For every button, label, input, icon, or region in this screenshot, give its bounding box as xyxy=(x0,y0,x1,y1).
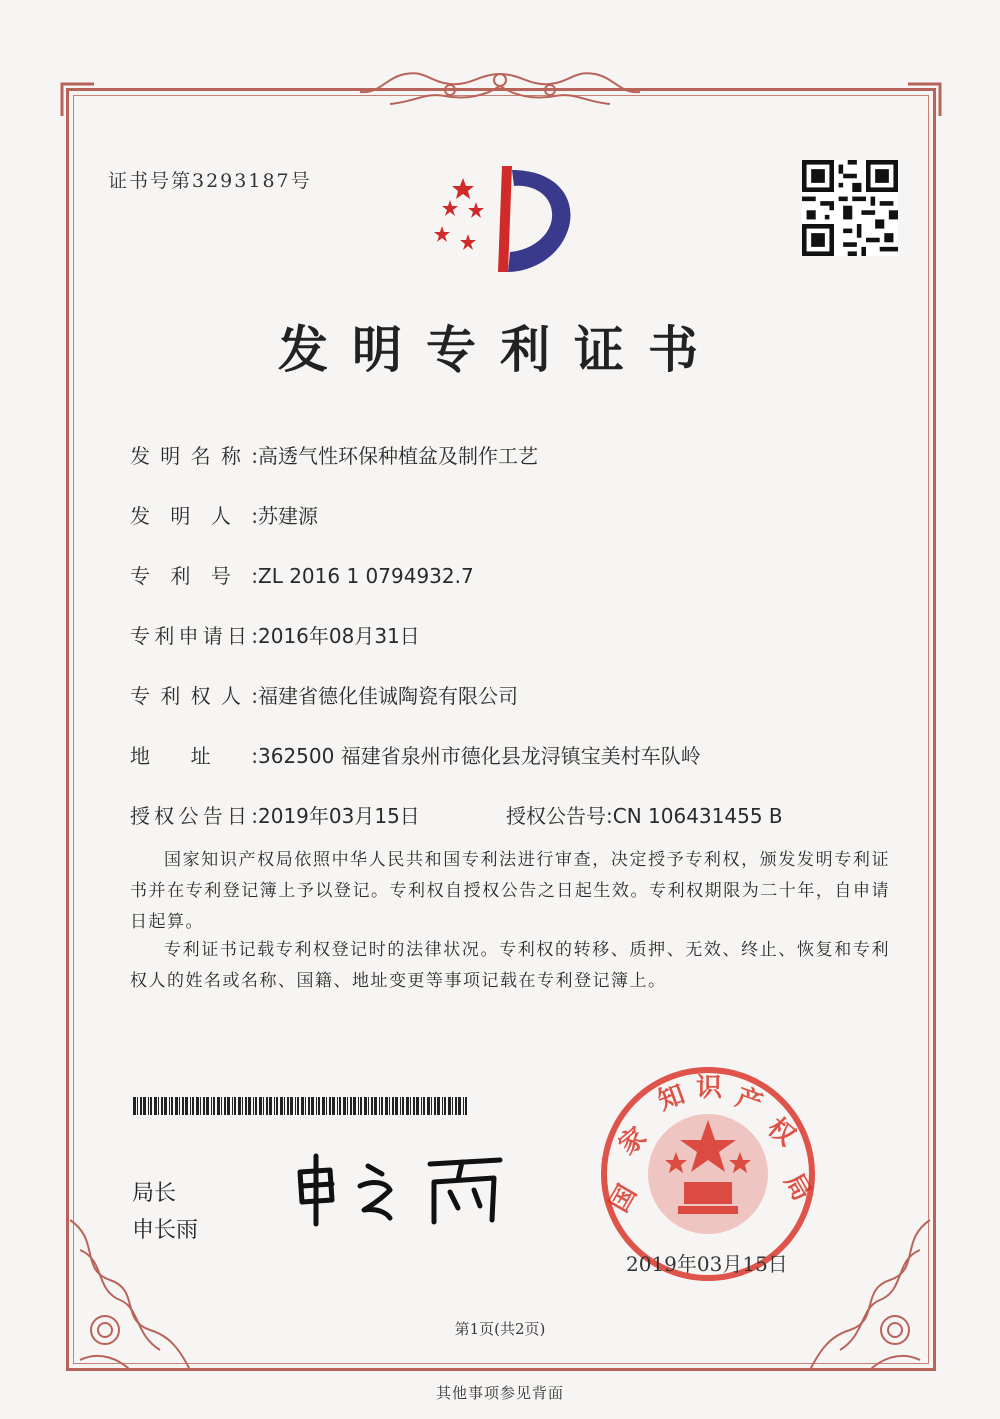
field-label: 专利权人: xyxy=(130,684,258,708)
corner-ornament-top-left xyxy=(58,80,98,120)
top-ornament xyxy=(350,66,650,116)
svg-text:权: 权 xyxy=(761,1112,801,1153)
legal-statement-paragraph-2: 专利证书记载专利权登记时的法律状况。专利权的转移、质押、无效、终止、恢复和专利权人的姓名或名称、国籍、地址变更等事项记载在专利登记簿上。 xyxy=(130,940,890,991)
field-value: 苏建源 xyxy=(258,504,318,528)
svg-text:知: 知 xyxy=(654,1079,689,1117)
field-label: 发明人: xyxy=(130,504,258,528)
svg-text:局: 局 xyxy=(777,1168,817,1207)
field-label: 地址: xyxy=(130,744,258,768)
field-label: 授权公告日: xyxy=(130,804,258,828)
field-value: 2019年03月15日 xyxy=(258,804,420,828)
field-value: 福建省德化佳诚陶瓷有限公司 xyxy=(258,684,518,708)
field-value: 2016年08月31日 xyxy=(258,624,420,648)
field-invention-name xyxy=(130,440,538,469)
field-inventor xyxy=(130,500,318,529)
field-label: 专利号: xyxy=(130,564,258,588)
field-grant-number xyxy=(506,800,783,829)
svg-text:国: 国 xyxy=(604,1179,644,1218)
page-number: 第1页(共2页) xyxy=(454,1320,546,1338)
field-label: 发明名称: xyxy=(130,444,258,468)
svg-text:识: 识 xyxy=(696,1073,723,1103)
field-value: ZL 2016 1 0794932.7 xyxy=(258,564,474,588)
corner-ornament-top-right xyxy=(904,80,944,120)
field-address xyxy=(130,740,701,769)
field-patent-number xyxy=(130,560,474,589)
svg-text:产: 产 xyxy=(731,1082,767,1120)
field-patentee xyxy=(130,680,518,709)
barcode xyxy=(133,1097,473,1115)
field-label: 授权公告号: xyxy=(506,804,613,828)
field-application-date xyxy=(130,620,420,649)
field-label: 专利申请日: xyxy=(130,624,258,648)
certificate-title: 发明专利证书 xyxy=(278,321,722,379)
certificate-number: 证书号第3293187号 xyxy=(108,170,312,192)
legal-statement-paragraph-1: 国家知识产权局依照中华人民共和国专利法进行审查，决定授予专利权，颁发发明专利证书并在专利登记簿上予以登记。专利权自授权公告之日起生效。专利权期限为二十年，自申请日起算。 xyxy=(130,850,890,932)
handwritten-signature xyxy=(290,1150,510,1230)
field-value: CN 106431455 B xyxy=(612,804,783,828)
officer-name: 申长雨 xyxy=(132,1218,199,1243)
footer-note: 其他事项参见背面 xyxy=(435,1384,564,1402)
officer-title: 局长 xyxy=(132,1181,177,1206)
field-value: 高透气性环保种植盆及制作工艺 xyxy=(258,444,538,468)
svg-text:家: 家 xyxy=(613,1121,653,1162)
field-value: 362500 福建省泉州市德化县龙浔镇宝美村车队岭 xyxy=(258,744,701,768)
qr-code xyxy=(802,160,898,256)
seal-date: 2019年03月15日 xyxy=(626,1252,788,1276)
field-grant-date xyxy=(130,800,420,829)
patent-office-logo xyxy=(428,160,578,280)
corner-ornament-bottom-right xyxy=(800,1210,940,1380)
